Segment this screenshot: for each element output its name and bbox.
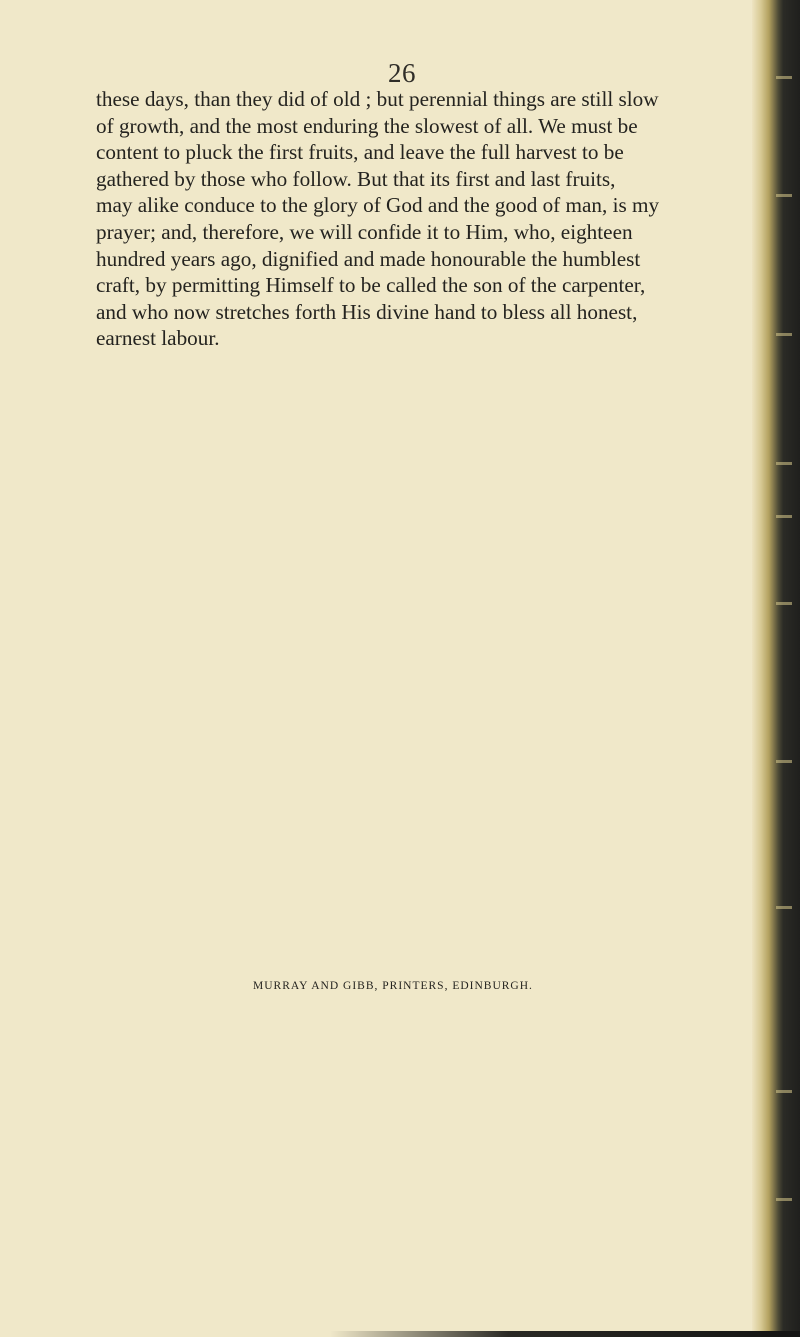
text-line: may alike conduce to the glory of God and the good of man, is my bbox=[96, 193, 660, 218]
text-line: content to pluck the first fruits, and leave the full harvest to be bbox=[96, 140, 624, 165]
edge-speckle bbox=[776, 1090, 792, 1093]
text-line: gathered by those who follow. But that its first and last fruits, bbox=[96, 166, 616, 191]
text-line: prayer; and, therefore, we will confide it to Him, who, eighteen bbox=[96, 219, 633, 244]
body-text bbox=[96, 86, 751, 352]
text-line: of growth, and the most enduring the slowest of all. We must be bbox=[96, 113, 638, 138]
edge-speckle bbox=[776, 76, 792, 79]
page-edge-shadow bbox=[752, 0, 800, 1337]
edge-speckle bbox=[776, 760, 792, 763]
text-line: hundred years ago, dignified and made honourable the humblest bbox=[96, 246, 641, 271]
edge-speckle bbox=[776, 1198, 792, 1201]
edge-speckle bbox=[776, 462, 792, 465]
page-number: 26 bbox=[388, 58, 416, 88]
text-line: and who now stretches forth His divine hand to bless all honest, bbox=[96, 299, 638, 324]
text-line: earnest labour. bbox=[96, 326, 220, 351]
printer-imprint: MURRAY AND GIBB, PRINTERS, EDINBURGH. bbox=[253, 980, 533, 992]
edge-speckle bbox=[776, 333, 792, 336]
text-line: these days, than they did of old ; but perennial things are still slow bbox=[96, 87, 659, 111]
edge-speckle bbox=[776, 906, 792, 909]
text-line: craft, by permitting Himself to be called the son of the carpenter, bbox=[96, 273, 646, 298]
edge-speckle bbox=[776, 602, 792, 605]
bottom-edge-shadow bbox=[330, 1331, 800, 1337]
edge-speckle bbox=[776, 515, 792, 518]
edge-speckle bbox=[776, 194, 792, 197]
